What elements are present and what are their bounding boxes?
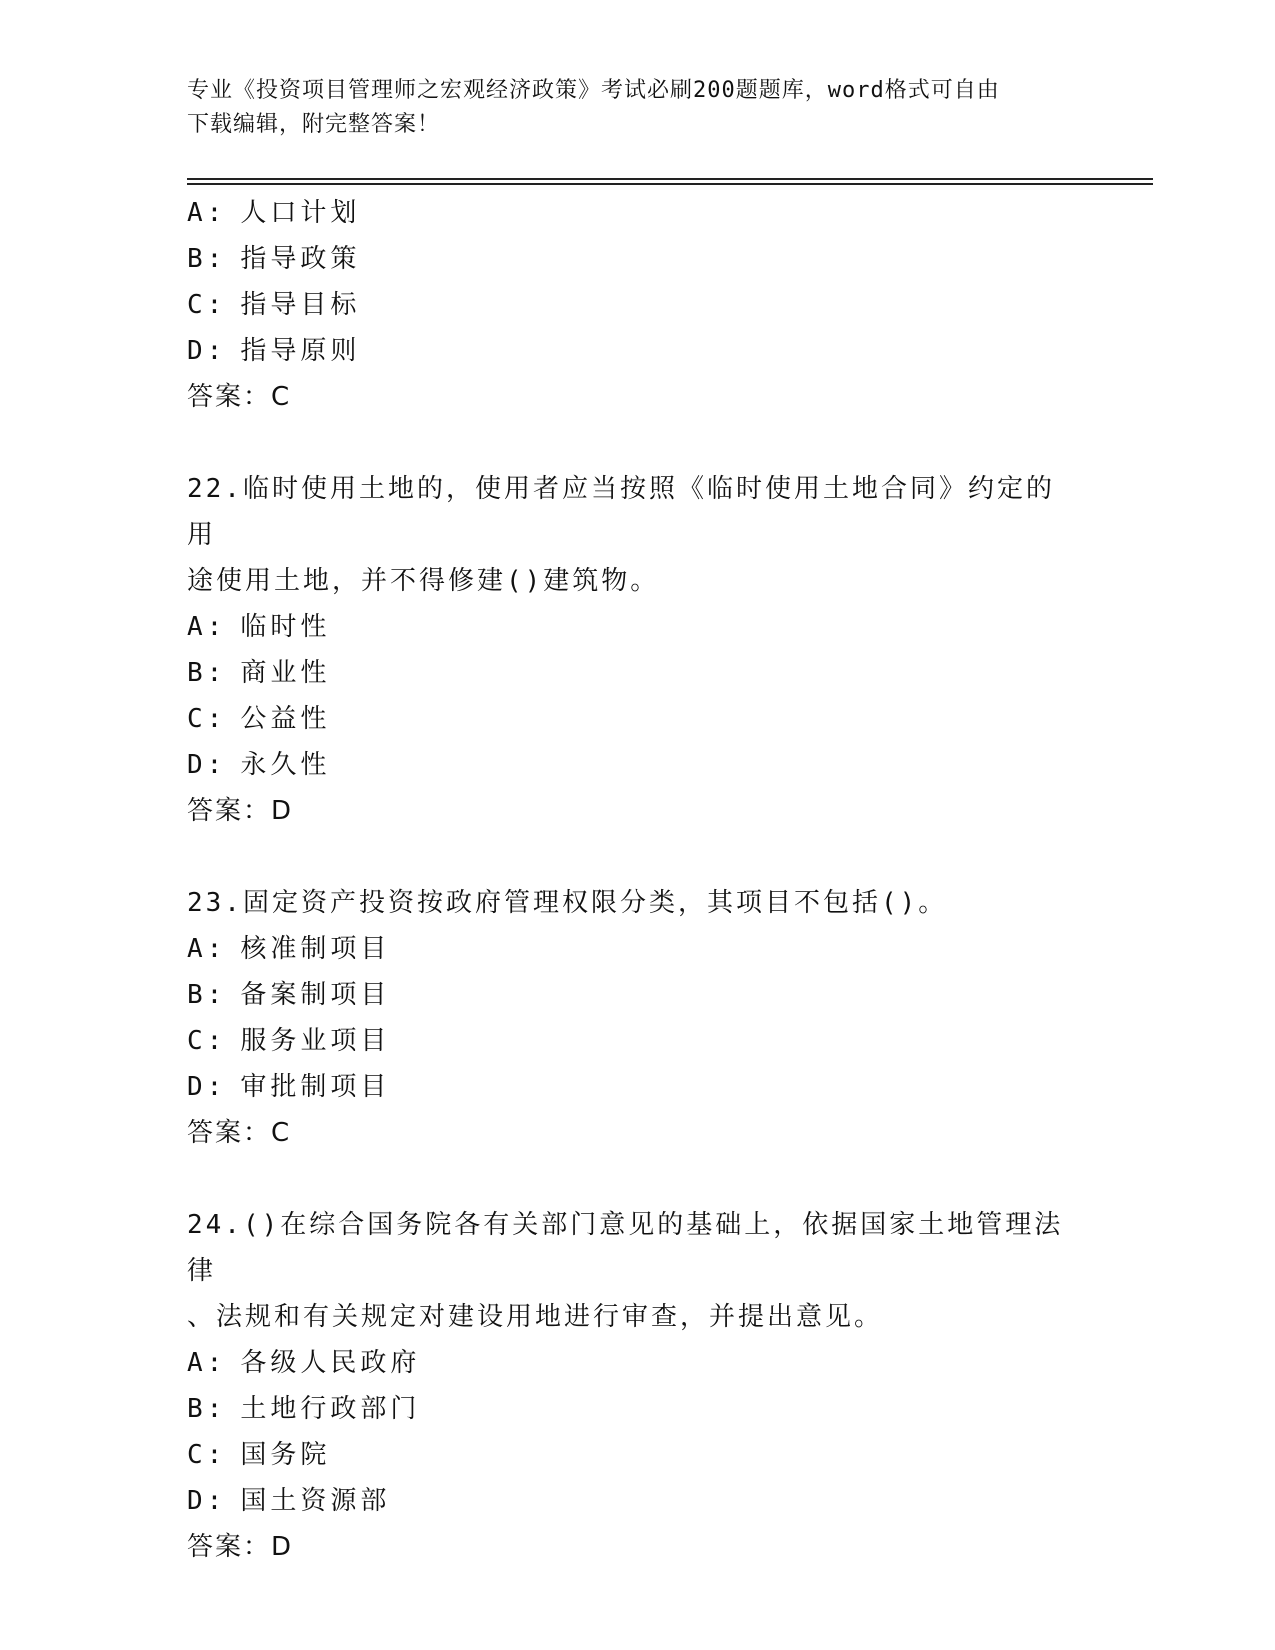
option-letter: C: xyxy=(187,704,227,734)
question-stem xyxy=(187,1202,1067,1340)
option-letter: A: xyxy=(187,934,227,964)
question-stem xyxy=(187,880,1067,926)
option-letter: B: xyxy=(187,244,227,274)
option-text: 指导目标 xyxy=(240,290,361,320)
option-b xyxy=(187,972,1087,1018)
option-a xyxy=(187,1340,1087,1386)
answer-line: 答案：C xyxy=(187,382,292,412)
question-22 xyxy=(187,466,1087,834)
option-a xyxy=(187,926,1087,972)
option-text: 永久性 xyxy=(240,750,331,780)
option-d xyxy=(187,742,1087,788)
option-text: 核准制项目 xyxy=(240,934,391,964)
option-letter: B: xyxy=(187,980,227,1010)
option-c xyxy=(187,1432,1087,1478)
option-d xyxy=(187,1064,1087,1110)
option-text: 服务业项目 xyxy=(240,1026,391,1056)
spacer xyxy=(187,1156,1087,1202)
option-text: 指导原则 xyxy=(240,336,361,366)
answer-line: 答案：D xyxy=(187,1532,294,1562)
option-a xyxy=(187,190,1087,236)
option-text: 商业性 xyxy=(240,658,331,688)
header-divider-bottom xyxy=(187,183,1153,185)
option-text: 公益性 xyxy=(240,704,331,734)
answer-line: 答案：C xyxy=(187,1118,292,1148)
option-b xyxy=(187,1386,1087,1432)
header-line-2: 下载编辑，附完整答案！ xyxy=(187,112,441,137)
option-text: 国务院 xyxy=(240,1440,331,1470)
question-stem xyxy=(187,466,1067,604)
option-c xyxy=(187,1018,1087,1064)
option-letter: C: xyxy=(187,290,227,320)
option-letter: C: xyxy=(187,1026,227,1056)
option-b xyxy=(187,236,1087,282)
option-text: 各级人民政府 xyxy=(240,1348,421,1378)
answer-line: 答案：D xyxy=(187,796,294,826)
option-a xyxy=(187,604,1087,650)
option-c xyxy=(187,696,1087,742)
question-stem-line: 、法规和有关规定对建设用地进行审查，并提出意见。 xyxy=(187,1302,884,1332)
question-23 xyxy=(187,880,1087,1156)
option-letter: A: xyxy=(187,198,227,228)
question-stem-line: 途使用土地，并不得修建()建筑物。 xyxy=(187,566,660,596)
option-letter: A: xyxy=(187,612,227,642)
question-21-options xyxy=(187,190,1087,420)
option-c xyxy=(187,282,1087,328)
option-letter: D: xyxy=(187,336,227,366)
option-text: 国土资源部 xyxy=(240,1486,391,1516)
option-letter: B: xyxy=(187,1394,227,1424)
option-d xyxy=(187,328,1087,374)
question-stem-line: 24.()在综合国务院各有关部门意见的基础上，依据国家土地管理法律 xyxy=(187,1210,1064,1286)
question-list xyxy=(187,190,1087,1570)
option-text: 指导政策 xyxy=(240,244,361,274)
option-letter: A: xyxy=(187,1348,227,1378)
option-text: 临时性 xyxy=(240,612,331,642)
option-letter: B: xyxy=(187,658,227,688)
option-text: 人口计划 xyxy=(240,198,361,228)
option-text: 备案制项目 xyxy=(240,980,391,1010)
question-stem-line: 22.临时使用土地的，使用者应当按照《临时使用土地合同》约定的用 xyxy=(187,474,1055,550)
question-24 xyxy=(187,1202,1087,1570)
option-d xyxy=(187,1478,1087,1524)
option-text: 审批制项目 xyxy=(240,1072,391,1102)
option-letter: C: xyxy=(187,1440,227,1470)
option-letter: D: xyxy=(187,750,227,780)
option-letter: D: xyxy=(187,1072,227,1102)
option-b xyxy=(187,650,1087,696)
question-stem-line: 23.固定资产投资按政府管理权限分类，其项目不包括()。 xyxy=(187,888,948,918)
option-text: 土地行政部门 xyxy=(240,1394,421,1424)
document-header xyxy=(187,74,1087,142)
header-line-1: 专业《投资项目管理师之宏观经济政策》考试必刷200题题库，word格式可自由 xyxy=(187,78,1000,103)
option-letter: D: xyxy=(187,1486,227,1516)
spacer xyxy=(187,834,1087,880)
spacer xyxy=(187,420,1087,466)
header-divider-top xyxy=(187,178,1153,180)
